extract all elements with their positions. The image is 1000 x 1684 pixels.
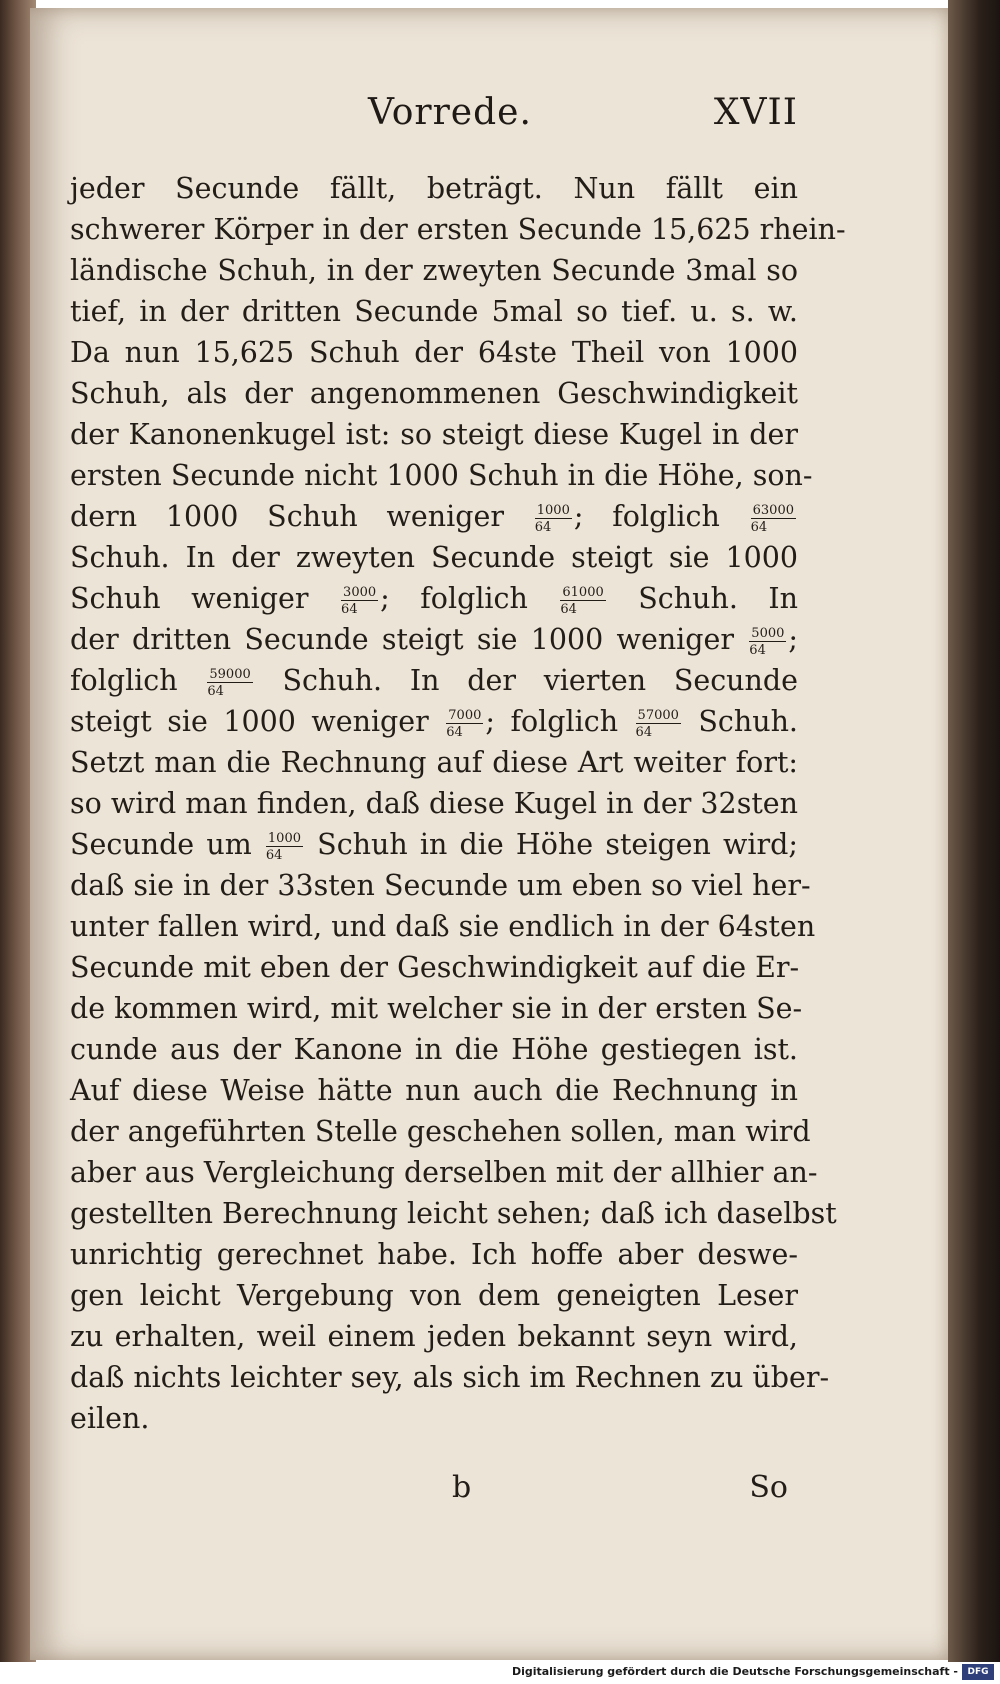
text-segment: zu erhalten, weil einem jeden bekannt seyn wird, — [70, 1320, 798, 1353]
body-text — [70, 168, 846, 1439]
text-segment: dern 1000 Schuh weniger — [70, 500, 533, 533]
text-line — [70, 988, 803, 1029]
text-segment: gen leicht Vergebung von dem geneigten Leser — [70, 1279, 798, 1312]
signature-mark: b — [452, 1470, 472, 1505]
text-segment: daß nichts leichter sey, als sich im Rechnen zu über- — [70, 1361, 830, 1394]
fraction-denominator: 64 — [750, 519, 768, 535]
fraction — [749, 627, 786, 657]
text-line — [70, 373, 798, 414]
text-segment: ; — [788, 623, 798, 656]
text-segment: ersten Secunde nicht 1000 Schuh in die Höhe, son- — [70, 459, 813, 492]
text-segment: Secunde mit eben der Geschwindigkeit auf die Er- — [70, 951, 800, 984]
fraction — [535, 504, 572, 534]
text-segment: der Kanonenkugel ist: so steigt diese Kugel in der — [70, 418, 798, 451]
text-segment: Schuh weniger — [70, 582, 340, 615]
text-line — [70, 250, 798, 291]
fraction — [560, 586, 605, 616]
text-line — [70, 865, 811, 906]
fraction — [266, 832, 303, 862]
text-line — [70, 783, 798, 824]
fraction-numerator: 61000 — [562, 584, 604, 600]
fraction-numerator: 1000 — [267, 830, 301, 846]
text-line — [70, 1398, 798, 1439]
text-segment: jeder Secunde fällt, beträgt. Nun fällt ein — [70, 172, 798, 205]
text-line — [70, 660, 798, 701]
fraction — [207, 668, 252, 698]
text-line — [70, 1152, 818, 1193]
text-line — [70, 1275, 798, 1316]
text-line — [70, 947, 798, 988]
text-segment: cunde aus der Kanone in die Höhe gestiegen ist. — [70, 1033, 798, 1066]
text-line — [70, 1111, 811, 1152]
text-line — [70, 291, 798, 332]
text-segment: Schuh. In — [607, 582, 798, 615]
fraction-denominator: 64 — [341, 601, 358, 617]
text-segment: unrichtig gerechnet habe. Ich hoffe aber deswe- — [70, 1238, 798, 1271]
text-segment: Secunde um — [70, 828, 264, 861]
fraction-numerator: 7000 — [448, 707, 482, 723]
fraction-numerator: 5000 — [751, 625, 785, 641]
dfg-logo: DFG — [962, 1664, 994, 1680]
text-line — [70, 578, 798, 619]
text-segment: Schuh. In der zweyten Secunde steigt sie 1000 — [70, 541, 798, 574]
text-line — [70, 537, 798, 578]
text-line — [70, 414, 798, 455]
fraction — [636, 709, 681, 739]
text-segment: gestellten Berechnung leicht sehen; daß ich daselbst — [70, 1197, 837, 1230]
text-line — [70, 701, 798, 742]
fraction-denominator: 64 — [560, 601, 577, 617]
text-segment: ; folglich — [573, 500, 749, 533]
text-line — [70, 824, 798, 865]
text-segment: aber aus Vergleichung derselben mit der allhier an- — [70, 1156, 818, 1189]
text-line — [70, 1029, 798, 1070]
text-segment: Da nun 15,625 Schuh der 64ste Theil von 1000 — [70, 336, 798, 369]
text-segment: eilen. — [70, 1402, 150, 1435]
text-segment: Schuh in die Höhe steigen wird; — [305, 828, 799, 861]
text-segment: Auf diese Weise hätte nun auch die Rechnung in — [70, 1074, 798, 1107]
fraction-denominator: 64 — [446, 724, 463, 740]
text-line — [70, 1234, 798, 1275]
text-segment: schwerer Körper in der ersten Secunde 15,625 rhein- — [70, 213, 846, 246]
running-title: Vorrede. — [368, 92, 532, 133]
text-segment: Setzt man die Rechnung auf diese Art weiter fort: — [70, 746, 798, 779]
text-segment: daß sie in der 33sten Secunde um eben so viel her- — [70, 869, 811, 902]
page-header — [70, 92, 798, 142]
text-line — [70, 455, 813, 496]
fraction — [341, 586, 378, 616]
text-segment: Schuh. In der vierten Secunde — [254, 664, 799, 697]
fraction-denominator: 64 — [207, 683, 224, 699]
text-line — [70, 742, 798, 783]
text-segment: Schuh, als der angenommenen Geschwindigkeit — [70, 377, 798, 410]
fraction — [751, 504, 796, 534]
text-line — [70, 1316, 798, 1357]
text-segment: steigt sie 1000 weniger — [70, 705, 445, 738]
text-line — [70, 496, 798, 537]
fraction-numerator: 63000 — [752, 502, 794, 518]
text-line — [70, 906, 816, 947]
text-line — [70, 619, 798, 660]
text-segment: ; folglich — [485, 705, 634, 738]
text-segment: de kommen wird, mit welcher sie in der ersten Se- — [70, 992, 803, 1025]
text-segment: ländische Schuh, in der zweyten Secunde 3mal so — [70, 254, 798, 287]
text-segment: unter fallen wird, und daß sie endlich in der 64sten — [70, 910, 816, 943]
fraction-denominator: 64 — [534, 519, 552, 535]
text-line — [70, 1070, 798, 1111]
book-cover-edge — [948, 0, 1000, 1662]
text-line — [70, 1193, 837, 1234]
text-segment: tief, in der dritten Secunde 5mal so tief. u. s. w. — [70, 295, 798, 328]
text-segment: ; folglich — [380, 582, 559, 615]
text-line — [70, 332, 798, 373]
fraction-denominator: 64 — [635, 724, 653, 740]
text-line — [70, 168, 798, 209]
digitization-footer — [0, 1662, 1000, 1684]
text-segment: Schuh. — [682, 705, 798, 738]
text-line — [70, 209, 846, 250]
text-segment: der dritten Secunde steigt sie 1000 weniger — [70, 623, 748, 656]
fraction-numerator: 57000 — [637, 707, 679, 723]
page-number: XVII — [713, 92, 798, 133]
text-line — [70, 1357, 830, 1398]
catchword: So — [749, 1470, 788, 1505]
footer-credit: Digitalisierung gefördert durch die Deutsche Forschungsgemeinschaft - — [511, 1665, 958, 1678]
text-segment: der angeführten Stelle geschehen sollen, man wird — [70, 1115, 811, 1148]
fraction-numerator: 3000 — [343, 584, 377, 600]
fraction-numerator: 59000 — [209, 666, 251, 682]
fraction — [446, 709, 483, 739]
text-segment: folglich — [70, 664, 206, 697]
fraction-denominator: 64 — [749, 642, 766, 658]
fraction-denominator: 64 — [265, 847, 283, 863]
text-segment: so wird man finden, daß diese Kugel in der 32sten — [70, 787, 798, 820]
fraction-numerator: 1000 — [536, 502, 570, 518]
